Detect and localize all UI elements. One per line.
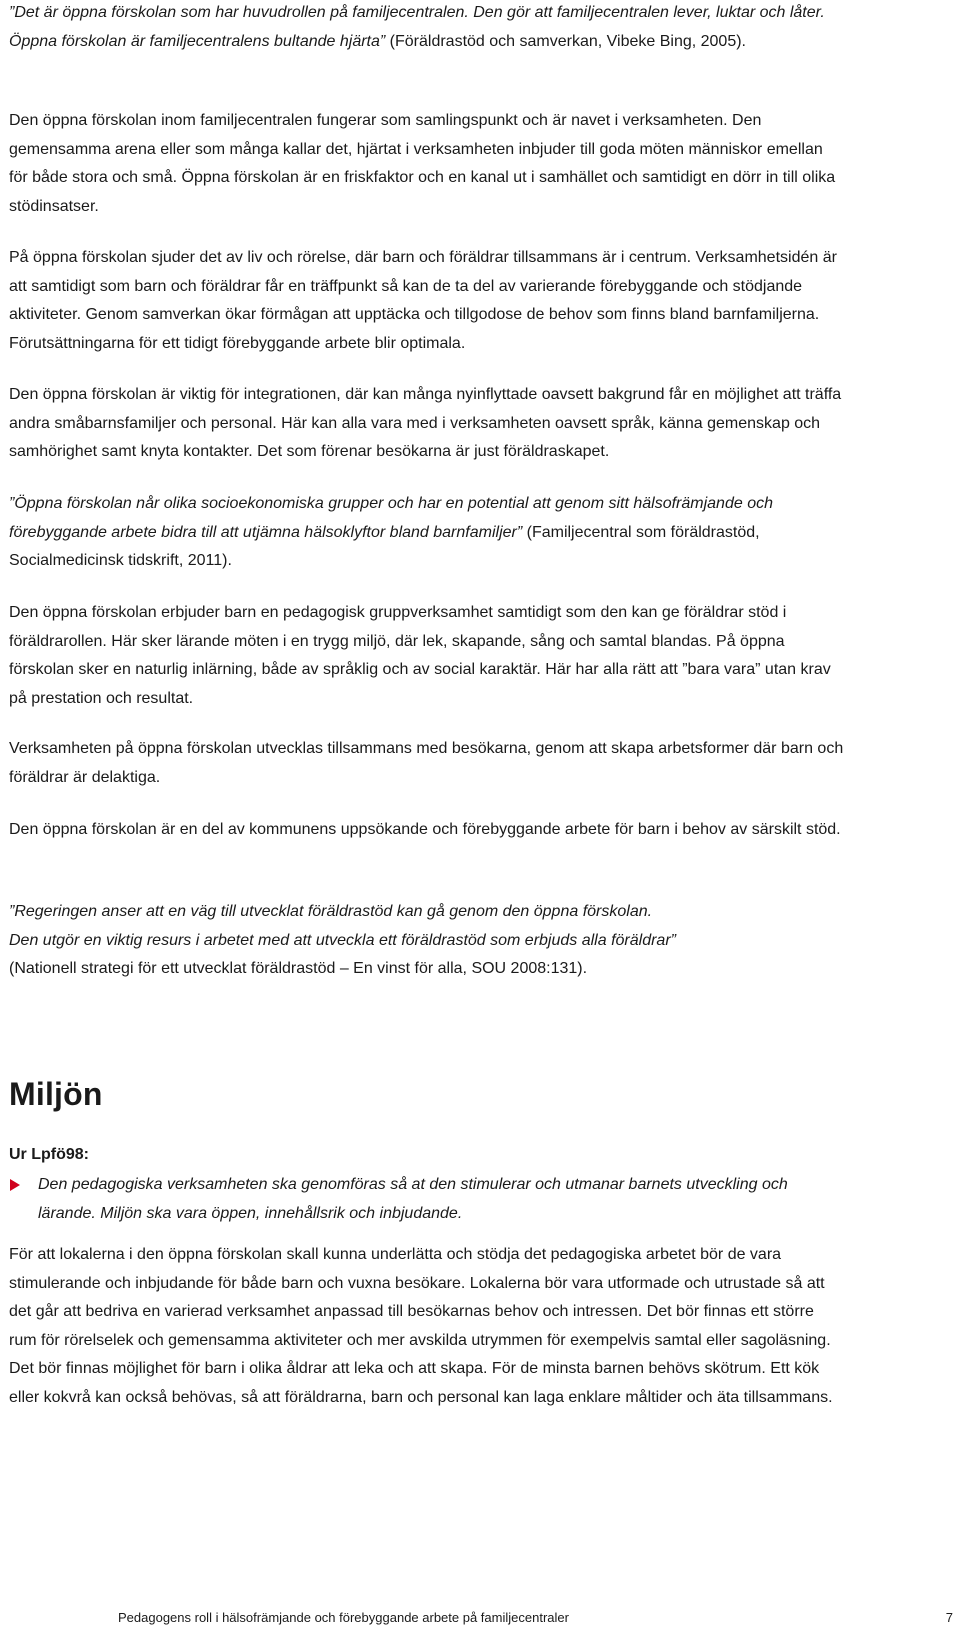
paragraph-liv-och-rorelse: På öppna förskolan sjuder det av liv och rörelse, där barn och föräldrar tillsammans är i centrum. Verksamhetsidén är att samtidigt som barn och föräldrar får en träffpunkt så kan de ta del av varierande förebyggande och stödjande aktiviteter. Genom samverkan ökar förmågan att upptäcka och tillgodose de behov som finns bland barnfamiljerna. Förutsättningarna för ett tidigt förebyggande arbete blir optimala. <box>9 249 837 352</box>
triangle-bullet-icon <box>10 1179 20 1191</box>
paragraph-sarskilt-stod: Den öppna förskolan är en del av kommunens uppsökande och förebyggande arbete för barn i behov av särskilt stöd. <box>9 821 841 838</box>
quote-italic: ”Det är öppna förskolan som har huvudrollen på familjecentralen. Den gör att familjecentralen lever, luktar och låter. Öppna förskolan är familjecentralens bultande hjärta” <box>9 4 825 50</box>
paragraph-delaktiga: Verksamheten på öppna förskolan utvecklas tillsammans med besökarna, genom att skapa arbetsformer där barn och föräldrar är delaktiga. <box>9 740 844 786</box>
quote-italic-line-2: Den utgör en viktig resurs i arbetet med att utveckla ett föräldrastöd som erbjuds alla föräldrar” <box>9 931 676 949</box>
quote-paragraph-bing <box>9 0 844 56</box>
quote-paragraph-socialmedicinsk <box>9 490 844 576</box>
quote-citation: (Föräldrastöd och samverkan, Vibeke Bing, 2005). <box>385 32 746 50</box>
quote-italic: ”Öppna förskolan når olika socioekonomiska grupper och har en potential att genom sitt hälsofrämjande och förebyggande arbete bidra till att utjämna hälsoklyftor bland barnfamiljer” <box>9 495 773 541</box>
quote-citation: (Familjecentral som föräldrastöd, Socialmedicinsk tidskrift, 2011). <box>9 523 760 569</box>
paragraph-pedagogisk-gruppverksamhet: Den öppna förskolan erbjuder barn en pedagogisk gruppverksamhet samtidigt som den kan ge föräldrar stöd i föräldrarollen. Här sker lärande möten i en trygg miljö, där lek, skapande, sång och samtal blandas. På öppna förskolan sker en naturlig inlärning, både av språklig och av social karaktär. Här har alla rätt att ”bara vara” utan krav på prestation och resultat. <box>9 604 831 707</box>
section-heading: Miljön <box>9 1076 103 1112</box>
footer-title: Pedagogens roll i hälsofrämjande och förebyggande arbete på familjecentraler <box>118 1610 569 1625</box>
quote-citation: (Nationell strategi för ett utvecklat föräldrastöd – En vinst för alla, SOU 2008:131). <box>9 960 588 977</box>
curriculum-quote-text: Den pedagogiska verksamheten ska genomföras så at den stimulerar och utmanar barnets utveckling och lärande. Miljön ska vara öppen, innehållsrik och inbjudande. <box>38 1176 788 1222</box>
paragraph-integration: Den öppna förskolan är viktig för integrationen, där kan många nyinflyttade oavsett bakgrund får en möjlighet att träffa andra småbarnsfamiljer och personal. Här kan alla vara med i verksamheten oavsett språk, känna gemenskap och samhörighet samt knyta kontakter. Det som förenar besökarna är just föräldraskapet. <box>9 386 842 460</box>
page-number: 7 <box>945 1610 953 1625</box>
paragraph-navet: Den öppna förskolan inom familjecentralen fungerar som samlingspunkt och är navet i verksamheten. Den gemensamma arena eller som många kallar det, hjärtat i verksamheten inbjuder till goda möten människor emellan för både stora och små. Öppna förskolan är en friskfaktor och en kanal ut i samhället och samtidigt en dörr in till olika stödinsatser. <box>9 112 836 215</box>
section-subheading: Ur Lpfö98: <box>9 1146 89 1163</box>
quote-italic-line-1: ”Regeringen anser att en väg till utvecklat föräldrastöd kan gå genom den öppna förskolan. <box>9 903 653 920</box>
paragraph-lokalerna: För att lokalerna i den öppna förskolan skall kunna underlätta och stödja det pedagogiska arbetet bör de vara stimulerande och inbjudande för både barn och vuxna besökare. Lokalerna bör vara utformade och utrustade så att det går att bedriva en varierad verksamhet anpassad till besökarnas behov och intressen. Det bör finnas ett större rum för rörelselek och gemensamma aktiviteter och mer avskilda utrymmen för exempelvis samtal eller sagoläsning. Det bör finnas möjlighet för barn i olika åldrar att leka och att skapa. För de minsta barnen behövs skötrum. Ett kök eller kokvrå kan också behövas, så att föräldrarna, barn och personal kan laga enklare måltider och äta tillsammans. <box>9 1246 833 1406</box>
quote-paragraph-regeringen <box>9 898 844 984</box>
